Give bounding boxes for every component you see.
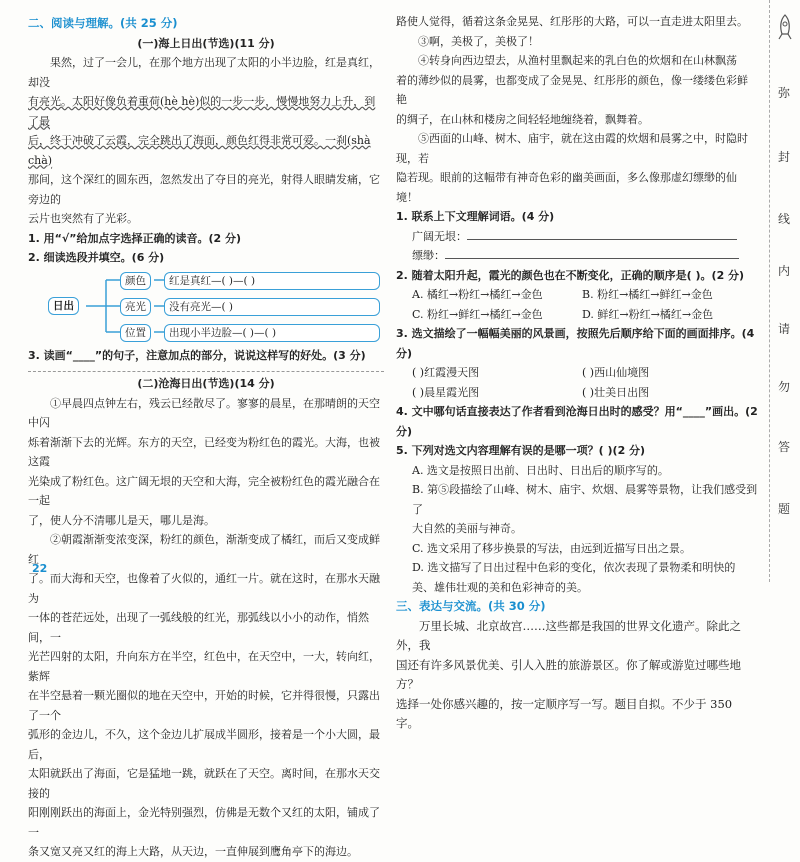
rail-char: 答	[778, 440, 791, 454]
option[interactable]: ( )晨星霞光图	[412, 385, 480, 399]
option[interactable]: ( )红霞漫天图	[412, 366, 480, 379]
passage-one-line: 后，终于冲破了云霞，完全跳出了海面，颜色红得非常可爱。一刹(shà chà)	[28, 134, 371, 167]
question-item: 4. 文中哪句话直接表达了作者看到沧海日出时的感受？用“____”画出。(2 分)	[396, 405, 758, 438]
passage-two-line: 了，使人分不清哪儿是天，哪儿是海。	[28, 513, 215, 527]
rail-char: 勿	[778, 380, 791, 394]
answer-blank[interactable]	[445, 258, 739, 259]
right-column	[396, 12, 758, 734]
question-item: 5. 下列对选文内容理解有误的是哪一项？( )(2 分)	[396, 444, 646, 457]
question-item: 2. 随着太阳升起，霞光的颜色也在不断变化，正确的顺序是( )。(2 分)	[396, 268, 745, 282]
passage-one-line: 那间，这个深红的圆东西，忽然发出了夺目的亮光，射得人眼睛发痛，它旁边的	[28, 173, 380, 206]
writing-prompt-line: 国还有许多风景优美、引人入胜的旅游景区。你了解或游览过哪些地方？	[396, 657, 741, 691]
passage-two-title: (二)沧海日出(节选)(14 分)	[137, 377, 275, 390]
option: 美、雄伟壮观的美和色彩神奇的美。	[412, 580, 588, 594]
passage-two-line: 了。而大海和天空，也像着了火似的，通红一片。就在这时，在那水天融为	[28, 572, 380, 605]
writing-prompt-line: 万里长城、北京故宫……这些都是我国的世界文化遗产。除此之外，我	[396, 618, 741, 652]
option[interactable]: C. 选文采用了移步换景的写法，由远到近描写日出之景。	[412, 541, 692, 555]
rail-char: 弥	[778, 86, 791, 100]
passage-continue-line: 路使人觉得，循着这条金晃晃、红彤彤的大路，可以一直走进太阳里去。	[396, 15, 748, 28]
passage-two-line: ②朝霞渐渐变浓变深，粉红的颜色，渐渐变成了橘红，而后又变成鲜红	[28, 533, 380, 566]
question-3: 3. 读画“____”的句子，注意加点的部分，说说这样写的好处。(3 分)	[28, 348, 366, 362]
question-item: 1. 联系上下文理解词语。(4 分)	[396, 210, 555, 223]
passage-two-line: 一体的苍茫远处，出现了一弧线般的红光，那弧线以小小的动作，悄然间，一	[28, 611, 369, 644]
option[interactable]: B. 粉红→橘红→鲜红→金色	[582, 288, 713, 301]
question-2: 2. 细读选段并填空。(6 分)	[28, 251, 165, 264]
passage-one-title: (一)海上日出(节选)(11 分)	[137, 36, 275, 50]
option[interactable]: ( )西山仙境图	[582, 366, 650, 379]
passage-two-line: 光染成了粉红色。这广阔无垠的天空和大海，完全被粉红色的霞光融合在一起	[28, 474, 380, 507]
option-row	[396, 363, 758, 383]
passage-two-line: 弧形的金边儿，不久，这个金边儿扩展成半圆形，接着是一个小大圆，最后，	[28, 728, 380, 761]
answer-line[interactable]	[396, 246, 758, 266]
passage-one-line: 果然，过了一会儿，在那个地方出现了太阳的小半边脸，红是真红，却没	[28, 56, 380, 89]
option[interactable]: A. 橘红→粉红→橘红→金色	[412, 288, 543, 301]
rail-char: 内	[778, 264, 791, 278]
diagram-answer-row[interactable]: 出现小半边脸—( )—( )	[164, 324, 380, 342]
passage-one-line: 有亮光。太阳好像负着重荷(hè hè)似的一步一步，慢慢地努力上升，到了最	[28, 95, 376, 128]
answer-label: 广阔无垠：	[412, 229, 467, 243]
writing-prompt-line: 选择一处你感兴趣的，按一定顺序写一写。题目自拟。不少于 350 字。	[396, 696, 733, 730]
option[interactable]: ( )壮美日出图	[582, 385, 650, 399]
diagram-category: 位置	[120, 324, 151, 342]
fill-in-diagram	[28, 270, 384, 342]
left-column	[28, 14, 384, 862]
passage-continue-line: ⑤西面的山峰、树木、庙宇，就在这由霞的炊烟和晨雾之中，时隐时现，若	[396, 132, 748, 165]
section-two-heading: 二、阅读与理解。(共 25 分)	[28, 16, 178, 30]
binding-margin	[769, 0, 800, 582]
rail-char: 线	[778, 212, 791, 226]
passage-continue-line: ④转身向西边望去，从渔村里飘起来的乳白色的炊烟和在山林飘荡	[418, 54, 737, 67]
rail-char: 题	[778, 502, 791, 516]
option[interactable]: C. 粉红→鲜红→橘红→金色	[412, 307, 543, 321]
rail-char: 请	[778, 322, 791, 336]
passage-continue-line: 的绸子，在山林和楼房之间轻轻地缠绕着，飘舞着。	[396, 112, 649, 126]
page-number: 22	[32, 562, 48, 575]
diagram-answer-row[interactable]: 红是真红—( )—( )	[164, 272, 380, 290]
diagram-category: 颜色	[120, 272, 151, 290]
rocket-icon	[776, 14, 794, 40]
passage-two-line: 太阳就跃出了海面，它是猛地一跳，就跃在了天空。离时间，在那水天交接的	[28, 767, 380, 800]
divider	[28, 371, 384, 372]
passage-two-line: 条又宽又亮又红的海上大路，从天边，一直伸展到鹰角亭下的海边。	[28, 845, 358, 858]
answer-line[interactable]	[396, 227, 758, 247]
passage-two-line: 在半空悬着一颗光圈似的地在天空中，开始的时候，它并得很慢，只露出了一个	[28, 689, 380, 722]
passage-two-line: 光芒四射的太阳，升向东方在半空，红色中，在天空中，一大，转向红，紫辉	[28, 650, 380, 683]
option-row	[396, 383, 758, 403]
option-row	[396, 285, 758, 305]
diagram-category: 亮光	[120, 298, 151, 316]
passage-two-line: 烁着渐渐下去的光辉。东方的天空，已经变为粉红色的霞光。大海，也被这霞	[28, 435, 380, 468]
answer-blank[interactable]	[467, 239, 737, 240]
option-row	[396, 305, 758, 325]
passage-two-line: 阳刚刚跃出的海面上，金光特别强烈，仿佛是无数个又红的太阳，铺成了一	[28, 806, 380, 839]
passage-continue-line: 隐若现。眼前的这幅带有神奇色彩的幽美画面，多么像那虚幻缥缈的仙境！	[396, 171, 737, 204]
passage-two-line: ①早晨四点钟左右，残云已经散尽了。寥寥的晨星，在那晴朗的天空中闪	[28, 396, 380, 429]
section-three-heading: 三、表达与交流。(共 30 分)	[396, 599, 546, 613]
rail-char: 封	[778, 150, 791, 164]
option[interactable]: B. 第⑤段描绘了山峰、树木、庙宇、炊烟、晨雾等景物，让我们感受到了	[412, 483, 758, 516]
diagram-root: 日出	[48, 297, 79, 315]
option[interactable]: D. 鲜红→粉红→橘红→金色	[582, 307, 714, 321]
answer-label: 缥缈：	[412, 249, 445, 262]
question-item: 3. 选文描绘了一幅幅美丽的风景画，按照先后顺序给下面的画面排序。(4 分)	[396, 327, 755, 360]
question-1: 1. 用“√”给加点字选择正确的读音。(2 分)	[28, 231, 241, 245]
option[interactable]: D. 选文描写了日出过程中色彩的变化，依次表现了景物柔和明快的	[412, 561, 736, 574]
option: 大自然的美丽与神奇。	[412, 522, 522, 535]
diagram-answer-row[interactable]: 没有亮光—( )	[164, 298, 380, 316]
passage-one-line: 云片也突然有了光彩。	[28, 212, 138, 225]
option[interactable]: A. 选文是按照日出前、日出时、日出后的顺序写的。	[412, 463, 669, 477]
passage-continue-line: 着的薄纱似的晨雾，也都变成了金晃晃、红彤彤的颜色，像一缕缕色彩鲜艳	[396, 73, 748, 106]
passage-continue-line: ③啊，美极了，美极了！	[418, 34, 539, 48]
